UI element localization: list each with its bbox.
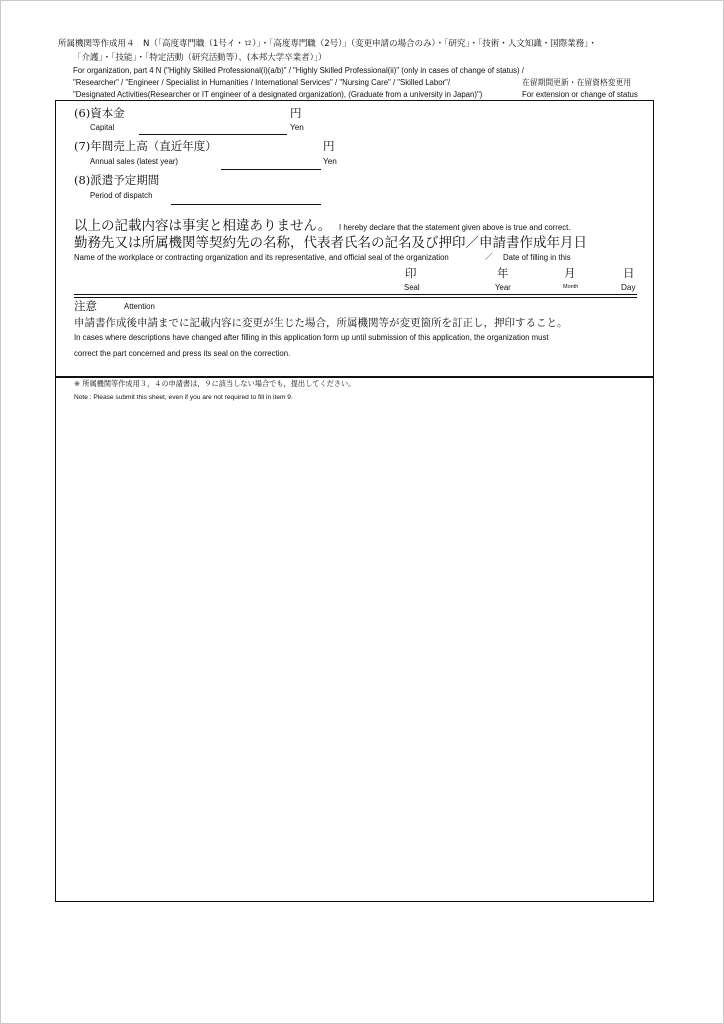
dispatch-label-en: Period of dispatch <box>90 191 153 200</box>
capital-underline <box>139 134 287 135</box>
capital-unit-jp: 円 <box>290 106 302 120</box>
attention-en: Attention <box>124 302 155 311</box>
day-en: Day <box>621 283 636 292</box>
capital-label-en: Capital <box>90 123 115 132</box>
declaration-en: I hereby declare that the statement given above is true and correct. <box>339 223 571 232</box>
header-line-5: "Designated Activities(Researcher or IT engineer of a designated organization), (Graduate from a university in Japan)") <box>73 90 483 99</box>
sales-unit-en: Yen <box>323 157 337 166</box>
attention-body-jp: 申請書作成後申請までに記載内容に変更が生じた場合，所属機関等が変更箇所を訂正し，押印すること。 <box>74 317 568 329</box>
capital-label-jp: (6)資本金 <box>74 106 125 120</box>
day-jp: 日 <box>623 266 635 280</box>
signature-slash: ／ <box>485 252 493 261</box>
header-line-5-right: For extension or change of status <box>522 90 638 99</box>
dispatch-label-jp: (8)派遣予定期間 <box>74 173 160 187</box>
header-line-2: 「介護」・「技能」・「特定活動（研究活動等）、(本邦大学卒業者）」） <box>73 53 327 63</box>
dispatch-underline <box>171 204 321 205</box>
seal-en: Seal <box>404 283 420 292</box>
double-rule-bottom <box>74 297 637 298</box>
header-line-4-right: 在留期間更新・在留資格変更用 <box>522 78 632 87</box>
sales-unit-jp: 円 <box>323 139 335 153</box>
header-line-1: 所属機関等作成用４ N（「高度専門職（1号イ・ロ）」・「高度専門職（2号）」（変更申請の場合のみ）・「研究」・「技術・人文知識・国際業務」・ <box>58 39 597 49</box>
attention-body-en-2: correct the part concerned and press its seal on the correction. <box>74 349 291 358</box>
year-en: Year <box>495 283 511 292</box>
signature-instruction-en-2: Date of filling in this <box>503 253 571 262</box>
sales-field[interactable] <box>221 154 321 168</box>
declaration-jp: 以上の記載内容は事実と相違ありません。 <box>74 218 332 234</box>
month-en: Month <box>563 284 579 290</box>
double-rule-top <box>74 294 637 295</box>
header-line-3: For organization, part 4 N ("Highly Skilled Professional(i)(a/b)" / "Highly Skilled Professional(ii)" (only in cases of change of status) / <box>73 66 524 75</box>
capital-unit-en: Yen <box>290 123 304 132</box>
signature-instruction-en: Name of the workplace or contracting organization and its representative, and official seal of the organization <box>74 253 449 262</box>
dispatch-field[interactable] <box>171 189 321 203</box>
month-jp: 月 <box>564 266 576 280</box>
sales-label-jp: (7)年間売上高（直近年度） <box>74 139 217 153</box>
header-line-4: "Researcher" / "Engineer / Specialist in Humanities / International Services" / "Nursing Care" / "Skilled Labor"/ <box>73 78 451 87</box>
seal-jp: 印 <box>405 266 417 280</box>
note-en: Note : Please submit this sheet, even if you are not required to fill in item 9. <box>74 394 293 401</box>
year-jp: 年 <box>497 266 509 280</box>
signature-instruction-jp: 勤務先又は所属機関等契約先の名称，代表者氏名の記名及び押印／申請書作成年月日 <box>74 235 587 251</box>
section-divider <box>55 376 654 378</box>
attention-jp: 注意 <box>74 299 97 313</box>
note-jp: ※ 所属機関等作成用３，４の申請書は，９に該当しない場合でも，提出してください。 <box>74 379 356 388</box>
sales-underline <box>221 169 321 170</box>
attention-body-en-1: In cases where descriptions have changed after filling in this application form up until submission of this application, the organization must <box>74 333 549 342</box>
sales-label-en: Annual sales (latest year) <box>90 157 178 166</box>
capital-field[interactable] <box>139 119 287 133</box>
